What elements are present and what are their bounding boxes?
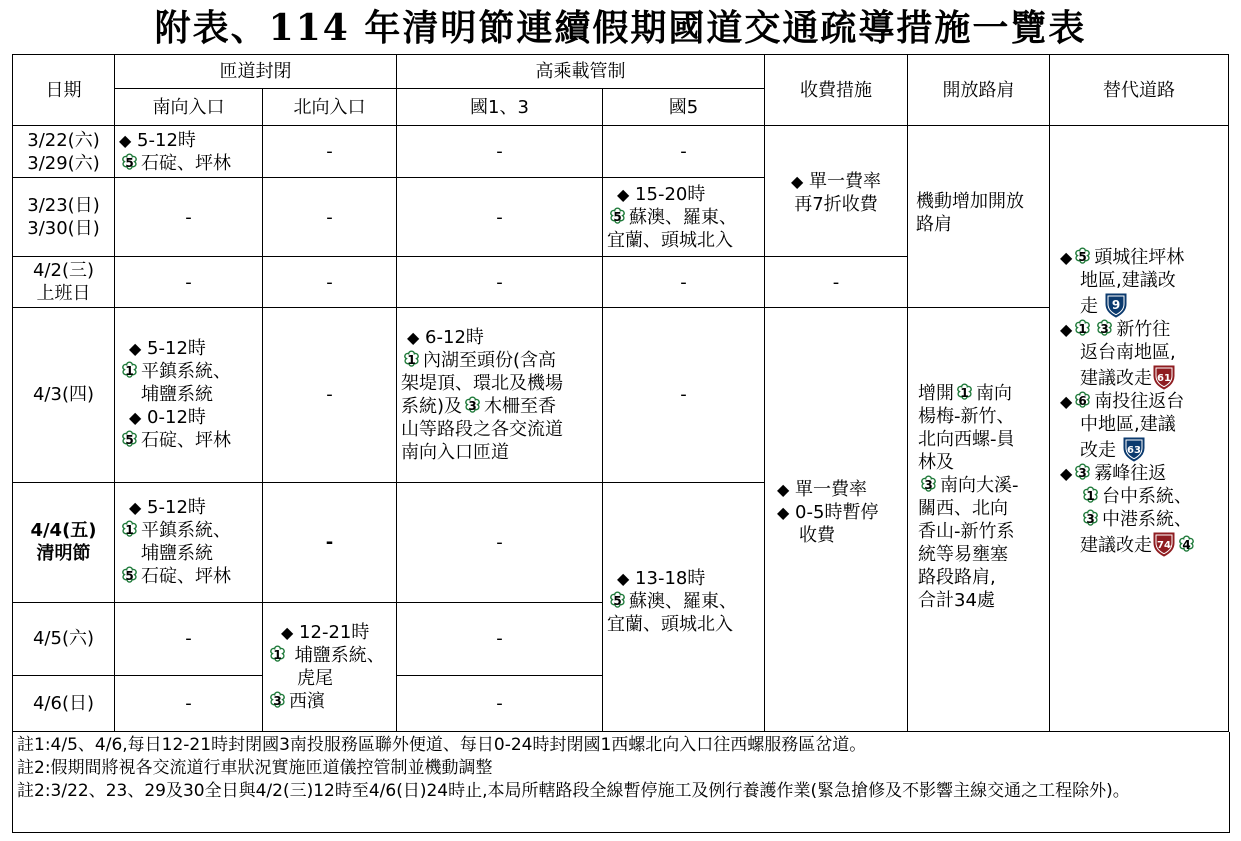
- freeway-5-icon: [119, 565, 140, 586]
- svg-text:3: 3: [924, 478, 933, 493]
- bullet-icon: ◆: [119, 130, 132, 150]
- south-entry-cell: ◆ 5-12時 5 石碇、坪林: [115, 126, 263, 178]
- svg-text:5: 5: [125, 433, 134, 448]
- hov-n1n3-cell: -: [397, 602, 603, 675]
- svg-text:63: 63: [1126, 445, 1141, 457]
- hov-n5-cell: ◆ 13-18時 5 蘇澳、羅東、 宜蘭、頭城北入: [603, 482, 765, 731]
- freeway-1-icon: [1080, 485, 1101, 506]
- bullet-icon: ◆: [129, 408, 142, 428]
- svg-text:3: 3: [1078, 466, 1087, 481]
- freeway-3-icon: [1094, 318, 1115, 339]
- svg-text:1: 1: [125, 523, 134, 538]
- north-entry-cell: -: [263, 257, 397, 308]
- date-cell: 3/23(日) 3/30(日): [13, 178, 115, 257]
- bullet-icon: ◆: [777, 480, 790, 500]
- svg-text:3: 3: [1086, 512, 1095, 527]
- header-toll: 收費措施: [765, 55, 908, 126]
- bullet-icon: ◆: [790, 172, 804, 192]
- header-shoulder: 開放路肩: [908, 55, 1050, 126]
- date-cell: 4/4(五) 清明節: [13, 482, 115, 602]
- bullet-icon: ◆: [281, 622, 294, 642]
- hov-n5-cell: ◆ 15-20時 5 蘇澳、羅東、 宜蘭、頭城北入: [603, 178, 765, 257]
- north-entry-cell: -: [263, 126, 397, 178]
- south-entry-cell: -: [115, 675, 263, 731]
- note-2: 註2:假期間將視各交流道行車狀況實施匝道儀控管制並機動調整: [17, 758, 493, 778]
- hov-n1n3-cell: -: [397, 675, 603, 731]
- freeway-3-icon: [267, 690, 288, 711]
- bullet-icon: ◆: [407, 327, 420, 347]
- freeway-5-icon: [607, 206, 628, 227]
- page-title: 附表、114 年清明節連續假期國道交通疏導措施一覽表: [154, 7, 1087, 49]
- svg-text:3: 3: [1100, 322, 1109, 337]
- header-hov-n1-n3: 國1、3: [397, 89, 603, 126]
- south-entry-cell: ◆ 5-12時 1 平鎮系統、 埔鹽系統 ◆ 0-12時 5 石碇、坪林: [115, 308, 263, 482]
- north-entry-cell: -: [263, 178, 397, 257]
- header-north-entry: 北向入口: [263, 89, 397, 126]
- header-hov-n5: 國5: [603, 89, 765, 126]
- toll-cell: ◆ 單一費率 ◆ 0-5時暫停 收費: [765, 308, 908, 732]
- note-3: 註2:3/22、23、29及30全日與4/2(三)12時至4/6(日)24時止,本局所轄路段全線暫停施工及例行養護作業(緊急搶修及不影響主線交通之工程除外)。: [17, 781, 1130, 801]
- svg-text:5: 5: [613, 593, 622, 608]
- hov-n1n3-cell: -: [397, 482, 603, 602]
- bullet-icon: ◆: [777, 503, 790, 523]
- freeway-6-icon: [1072, 390, 1093, 411]
- alternative-route-cell: ◆ 5 頭城往坪林 地區,建議改 走 9 ◆ 1 3 新竹往 返台南地區, 建議改走 61 ◆ 6 南投往返台 中地區,建議 改走 63 ◆ 3 霧峰往返 1 台中系統、 3 中港系統、 建議改走 74 4: [1050, 126, 1229, 732]
- svg-text:1: 1: [1086, 489, 1095, 504]
- bullet-icon: ◆: [617, 568, 630, 588]
- freeway-3-icon: [1080, 508, 1101, 529]
- svg-text:1: 1: [960, 386, 969, 401]
- route-63-shield-icon: [1122, 436, 1146, 462]
- freeway-1-icon: [1072, 318, 1093, 339]
- svg-text:5: 5: [613, 209, 622, 224]
- freeway-1-icon: [119, 360, 140, 381]
- north-entry-cell: -: [263, 308, 397, 482]
- svg-text:61: 61: [1157, 373, 1171, 385]
- south-entry-cell: -: [115, 178, 263, 257]
- hov-n1n3-cell: -: [397, 126, 603, 178]
- svg-text:1: 1: [407, 352, 416, 367]
- freeway-5-icon: [119, 152, 140, 173]
- svg-text:6: 6: [1078, 394, 1087, 409]
- bullet-icon: ◆: [617, 184, 630, 204]
- freeway-3-icon: [462, 395, 483, 416]
- freeway-1-icon: [267, 644, 288, 665]
- hov-n1n3-cell: ◆ 6-12時 1 內湖至頭份(含高 架堤頂、環北及機場 系統)及 3 木柵至香 山等路段之各交流道 南向入口匝道: [397, 308, 603, 482]
- svg-text:3: 3: [468, 398, 477, 413]
- freeway-1-icon: [401, 349, 422, 370]
- bullet-icon: ◆: [1060, 320, 1073, 340]
- date-cell: 3/22(六) 3/29(六): [13, 126, 115, 178]
- freeway-5-icon: [1072, 246, 1093, 267]
- shoulder-cell: 增開 1 南向 楊梅-新竹、 北向西螺-員 林及 3 南向大溪- 關西、北向 香山-新竹系 統等易壅塞 路段路肩, 合計34處: [908, 308, 1050, 732]
- freeway-3-icon: [918, 474, 939, 495]
- svg-text:5: 5: [125, 155, 134, 170]
- svg-text:5: 5: [125, 569, 134, 584]
- route-74-shield-icon: [1152, 531, 1176, 557]
- toll-cell: ◆ 單一費率 再7折收費: [765, 126, 908, 257]
- date-cell: 4/6(日): [13, 675, 115, 731]
- svg-text:9: 9: [1111, 298, 1120, 313]
- header-hov: 高乘載管制: [397, 55, 765, 89]
- svg-text:5: 5: [1078, 250, 1087, 265]
- svg-text:3: 3: [273, 693, 282, 708]
- notes: [12, 732, 1230, 833]
- header-ramp-closure: 匝道封閉: [115, 55, 397, 89]
- hov-n1n3-cell: -: [397, 178, 603, 257]
- svg-text:74: 74: [1157, 540, 1171, 552]
- shoulder-cell: 機動增加開放 路肩: [908, 126, 1050, 308]
- freeway-5-icon: [607, 590, 628, 611]
- svg-text:4: 4: [1182, 538, 1191, 553]
- hov-n5-cell: -: [603, 257, 765, 308]
- hov-n5-cell: -: [603, 126, 765, 178]
- bullet-icon: ◆: [1060, 464, 1073, 484]
- svg-text:1: 1: [273, 647, 282, 662]
- bullet-icon: ◆: [129, 339, 142, 359]
- hov-n5-cell: -: [603, 308, 765, 482]
- freeway-3-icon: [1072, 462, 1093, 483]
- traffic-measures-table: [12, 54, 1229, 732]
- header-alternative-route: 替代道路: [1050, 55, 1229, 126]
- date-cell: 4/3(四): [13, 308, 115, 482]
- route-9-shield-icon: [1104, 292, 1128, 318]
- north-entry-cell: -: [263, 482, 397, 602]
- svg-text:1: 1: [1078, 322, 1087, 337]
- bullet-icon: ◆: [1060, 392, 1073, 412]
- bullet-icon: ◆: [1060, 248, 1073, 268]
- toll-cell: -: [765, 257, 908, 308]
- freeway-1-icon: [119, 519, 140, 540]
- route-61-shield-icon: [1152, 364, 1176, 390]
- south-entry-cell: ◆ 5-12時 1 平鎮系統、 埔鹽系統 5 石碇、坪林: [115, 482, 263, 602]
- date-cell: 4/2(三) 上班日: [13, 257, 115, 308]
- header-south-entry: 南向入口: [115, 89, 263, 126]
- date-cell: 4/5(六): [13, 602, 115, 675]
- svg-text:1: 1: [125, 364, 134, 379]
- freeway-1-icon: [954, 382, 975, 403]
- bullet-icon: ◆: [129, 498, 142, 518]
- south-entry-cell: -: [115, 257, 263, 308]
- north-entry-cell: ◆ 12-21時 1 埔鹽系統、 虎尾 3 西濱: [263, 602, 397, 731]
- south-entry-cell: -: [115, 602, 263, 675]
- freeway-5-icon: [119, 429, 140, 450]
- freeway-4-icon: [1176, 534, 1197, 555]
- header-date: 日期: [13, 55, 115, 126]
- note-1: 註1:4/5、4/6,每日12-21時封閉國3南投服務區聯外便道、每日0-24時封閉國1西螺北向入口往西螺服務區岔道。: [17, 735, 867, 755]
- hov-n1n3-cell: -: [397, 257, 603, 308]
